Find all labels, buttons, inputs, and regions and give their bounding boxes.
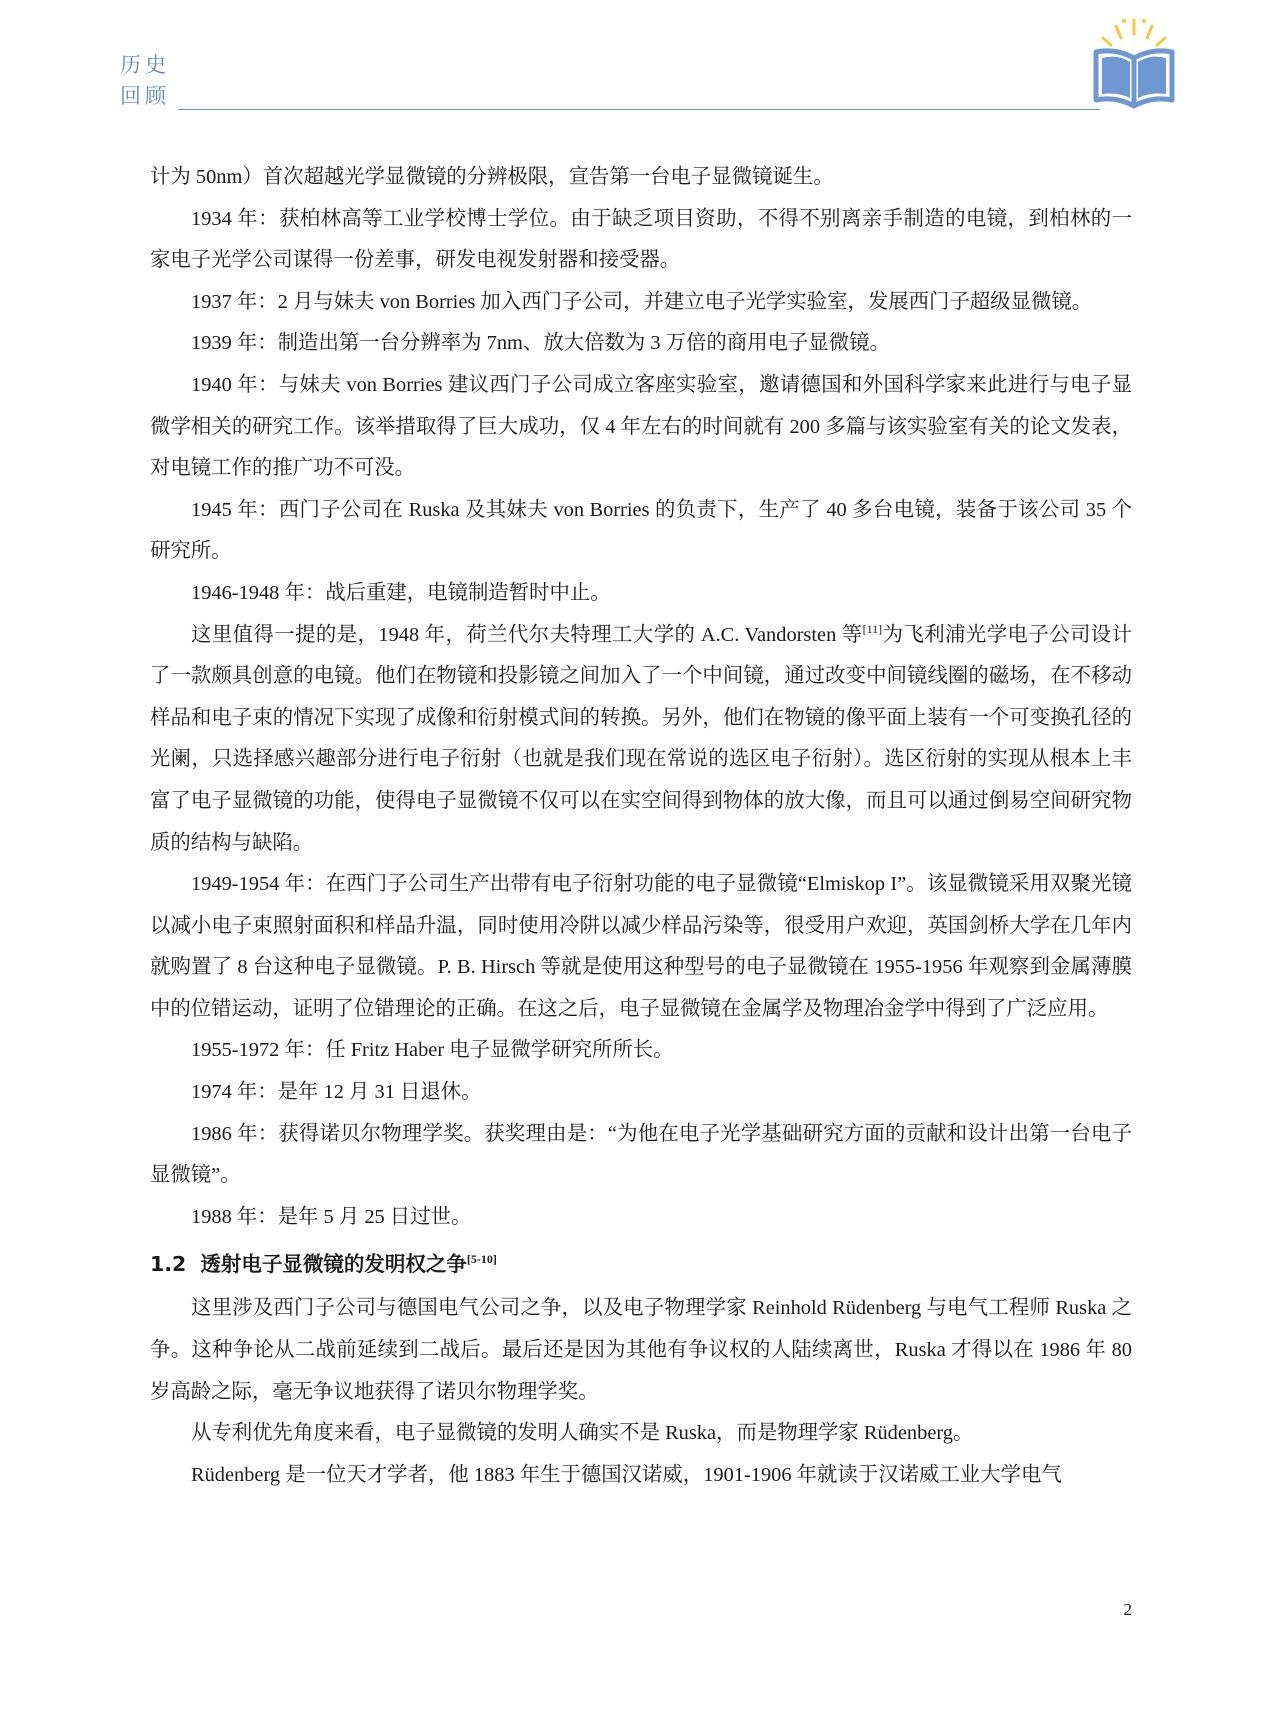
paragraph-1934: 1934 年：获柏林高等工业学校博士学位。由于缺乏项目资助，不得不别离亲手制造的电镜，到柏林的一家电子光学公司谋得一份差事，研发电视发射器和接受器。 [150, 207, 1132, 272]
header-title-line1: 历史 [120, 53, 170, 77]
section-number: 1.2 [150, 1252, 187, 1277]
paragraph-patent: 从专利优先角度来看，电子显微镜的发明人确实不是 Ruska，而是物理学家 Rüdenberg。 [191, 1422, 974, 1445]
paragraph-1988: 1988 年：是年 5 月 25 日过世。 [191, 1205, 472, 1228]
paragraph-1955: 1955-1972 年：任 Fritz Haber 电子显微学研究所所长。 [191, 1039, 674, 1062]
paragraph-1974: 1974 年：是年 12 月 31 日退休。 [191, 1081, 482, 1104]
document-body [150, 157, 1132, 1496]
paragraph-1940: 1940 年：与妹夫 von Borries 建议西门子公司成立客座实验室，邀请德国和外国科学家来此进行与电子显微学相关的研究工作。该举措取得了巨大成功，仅 4 年左右的时间就有 200 多篇与该实验室有关的论文发表，对电镜工作的推广功不可没。 [150, 373, 1132, 480]
paragraph-1937: 1937 年：2 月与妹夫 von Borries 加入西门子公司，并建立电子光学实验室，发展西门子超级显微镜。 [191, 290, 1093, 313]
paragraph-1946: 1946-1948 年：战后重建，电镜制造暂时中止。 [191, 581, 611, 604]
header-title-line2: 回顾 [120, 84, 170, 108]
section-heading [150, 1242, 1132, 1286]
paragraph-1945: 1945 年：西门子公司在 Ruska 及其妹夫 von Borries 的负责下，生产了 40 多台电镜，装备于该公司 35 个研究所。 [150, 498, 1132, 563]
section-citation-ref: [5-10] [466, 1252, 497, 1267]
paragraph-vandorsten [150, 615, 1132, 865]
paragraph-rudenberg: Rüdenberg 是一位天才学者，他 1883 年生于德国汉诺威，1901-1906 年就读于汉诺威工业大学电气 [191, 1463, 1062, 1486]
paragraph-1986: 1986 年：获得诺贝尔物理学奖。获奖理由是：“为他在电子光学基础研究方面的贡献和设计出第一台电子显微镜”。 [150, 1122, 1132, 1187]
vandorsten-text-before: 这里值得一提的是，1948 年，荷兰代尔夫特理工大学的 A.C. Vandorsten 等 [191, 623, 863, 646]
paragraph-1949: 1949-1954 年：在西门子公司生产出带有电子衍射功能的电子显微镜“Elmiskop I”。该显微镜采用双聚光镜以减小电子束照射面积和样品升温，同时使用冷阱以减少样品污染等，很受用户欢迎，英国剑桥大学在几年内就购置了 8 台这种电子显微镜。P. B. Hirsch 等就是使用这种型号的电子显微镜在 1955-1956 年观察到金属薄膜中的位错运动，证明了位错理论的正确。在这之后，电子显微镜在金属学及物理冶金学中得到了广泛应用。 [150, 873, 1132, 1020]
paragraph-1939: 1939 年：制造出第一台分辨率为 7nm、放大倍数为 3 万倍的商用电子显微镜。 [191, 332, 890, 355]
paragraph-dispute: 这里涉及西门子公司与德国电气公司之争，以及电子物理学家 Reinhold Rüdenberg 与电气工程师 Ruska 之争。这种争论从二战前延续到二战后。最后还是因为其他有争议权的人陆续离世，Ruska 才得以在 1986 年 80 岁高龄之际，毫无争议地获得了诺贝尔物理学奖。 [150, 1297, 1132, 1403]
header-section-title [120, 50, 170, 112]
section-title: 透射电子显微镜的发明权之争 [200, 1252, 467, 1277]
vandorsten-text-after: 为飞利浦光学电子公司设计了一款颇具创意的电镜。他们在物镜和投影镜之间加入了一个中间镜，通过改变中间镜线圈的磁场，在不移动样品和电子束的情况下实现了成像和衍射模式间的转换。另外，他们在物镜的像平面上装有一个可变换孔径的光阑，只选择感兴趣部分进行电子衍射（也就是我们现在常说的选区电子衍射）。选区衍射的实现从根本上丰富了电子显微镜的功能，使得电子显微镜不仅可以在实空间得到物体的放大像，而且可以通过倒易空间研究物质的结构与缺陷。 [150, 623, 1133, 854]
citation-ref: [11] [862, 621, 883, 636]
open-book-icon [1086, 14, 1182, 114]
page-number: 2 [1123, 1600, 1132, 1619]
header-divider [178, 109, 1100, 110]
paragraph-continuation: 计为 50nm）首次超越光学显微镜的分辨极限，宣告第一台电子显微镜诞生。 [150, 166, 834, 188]
